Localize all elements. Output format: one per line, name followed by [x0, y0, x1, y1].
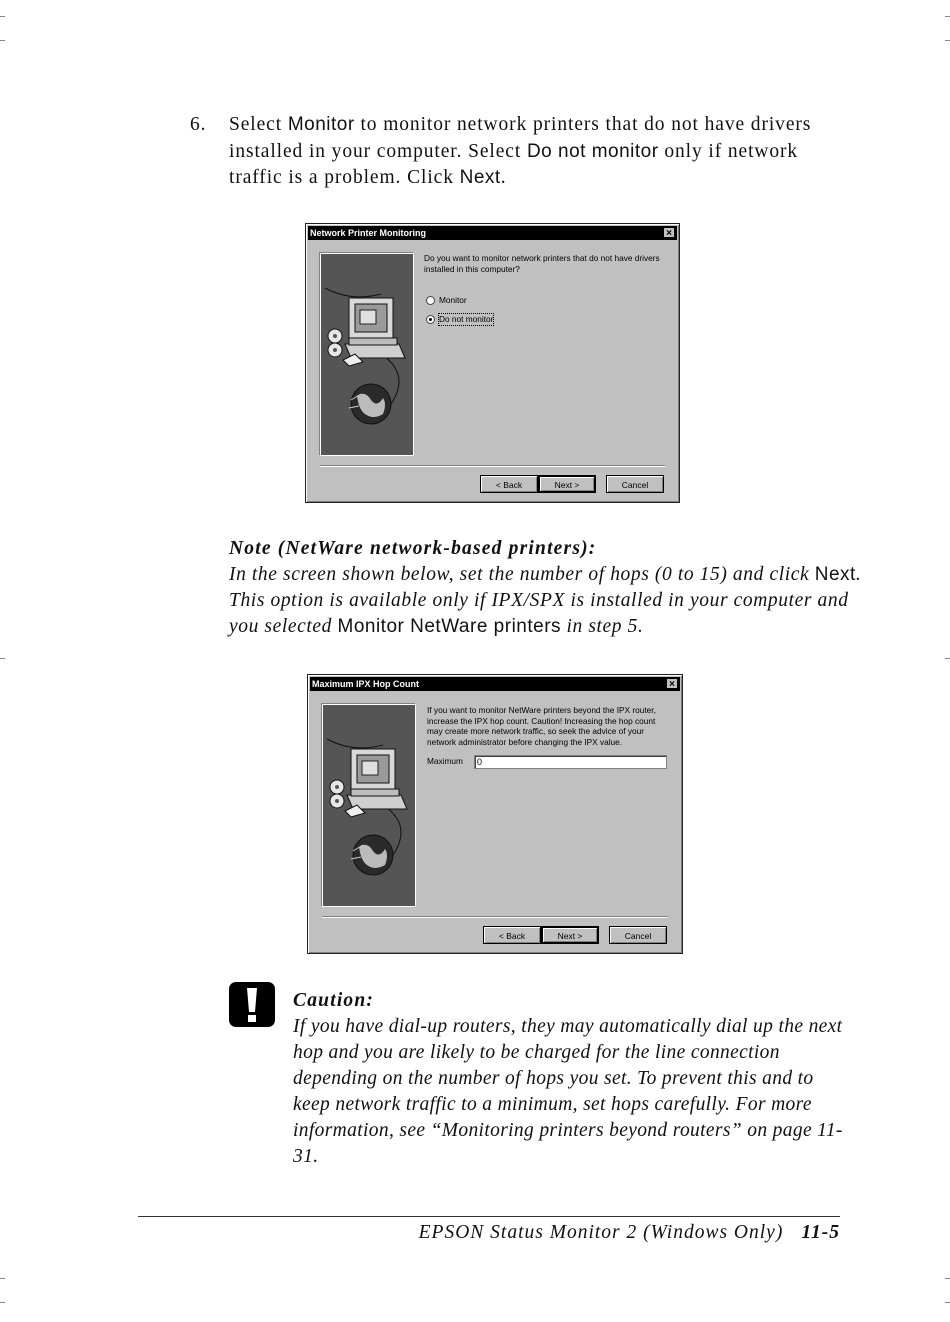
step-text-4: .	[500, 167, 507, 188]
note-text	[229, 562, 869, 640]
note-text-3: in step 5.	[561, 616, 644, 637]
dialog-title: Maximum IPX Hop Count	[312, 679, 420, 689]
wizard-illustration	[322, 704, 416, 907]
network-printer-monitoring-dialog	[305, 223, 680, 503]
step-number: 6.	[190, 114, 207, 135]
dialog-separator	[322, 916, 668, 918]
monitor-radio-label[interactable]: Monitor	[439, 295, 467, 305]
crop-mark	[945, 16, 950, 17]
step-paragraph	[190, 112, 850, 192]
crop-mark	[945, 40, 950, 41]
maximum-label: Maximum	[427, 756, 463, 766]
ui-term-next: Next	[459, 167, 501, 188]
next-button[interactable]: Next >	[541, 926, 599, 944]
dialog-title: Network Printer Monitoring	[310, 228, 427, 238]
cancel-button[interactable]: Cancel	[609, 926, 667, 944]
dialog-message: If you want to monitor NetWare printers beyond the IPX router, increase the IPX hop count. Caution! Increasing the hop count may create more network traffic, so seek the advice of your network administrator before changing the IPX value.	[427, 705, 656, 747]
maximum-ipx-hop-count-dialog	[307, 674, 683, 954]
computer-globe-icon	[323, 705, 415, 906]
step-text	[229, 112, 850, 192]
note-block	[229, 536, 869, 640]
crop-mark	[945, 658, 950, 659]
crop-mark	[0, 1302, 5, 1303]
step-text-2: to monitor network printers that do not have drivers installed in your computer. Select	[229, 114, 812, 162]
step-text-1: Select	[229, 114, 288, 135]
ui-term-monitor-netware-printers: Monitor NetWare printers	[337, 616, 562, 637]
caution-block	[293, 988, 853, 1170]
do-not-monitor-radio-label[interactable]: Do not monitor	[439, 314, 494, 324]
back-button[interactable]: < Back	[483, 926, 541, 944]
dialog-separator	[320, 465, 665, 467]
cancel-button[interactable]: Cancel	[606, 475, 664, 493]
ui-term-monitor: Monitor	[287, 114, 355, 135]
footer-title: EPSON Status Monitor 2 (Windows Only)	[418, 1222, 784, 1243]
note-text-2: . This option is available only if IPX/SPX is installed in your computer and you selected	[229, 564, 862, 637]
caution-text: If you have dial-up routers, they may automatically dial up the next hop and you are likely to be charged for the line connection depending on the number of hops you set. To prevent this and to keep network traffic to a minimum, set hops carefully. For more information, see “Monitoring printers beyond routers” on page 11-31.	[293, 1016, 843, 1167]
page-footer	[380, 1222, 840, 1244]
next-button[interactable]: Next >	[538, 475, 596, 493]
page-number: 11-5	[801, 1222, 840, 1243]
dialog-titlebar	[310, 677, 680, 691]
caution-heading: Caution:	[293, 990, 375, 1011]
ui-term-next: Next	[814, 564, 856, 585]
back-button[interactable]: < Back	[480, 475, 538, 493]
footer-rule	[138, 1216, 840, 1217]
dialog-question: Do you want to monitor network printers that do not have drivers installed in this computer?	[424, 253, 660, 274]
crop-mark	[945, 1278, 950, 1279]
wizard-illustration	[320, 253, 414, 456]
maximum-hop-input[interactable]: 0	[474, 755, 667, 769]
close-icon[interactable]: ×	[666, 678, 678, 689]
caution-icon	[229, 982, 275, 1027]
note-text-1: In the screen shown below, set the number of hops (0 to 15) and click	[229, 564, 815, 585]
crop-mark	[0, 658, 5, 659]
note-heading: Note (NetWare network-based printers):	[229, 538, 597, 559]
crop-mark	[945, 1302, 950, 1303]
monitor-radio[interactable]	[426, 296, 435, 305]
crop-mark	[0, 1278, 5, 1279]
crop-mark	[0, 16, 5, 17]
step-text-3: only if network traffic is a problem. Click	[229, 140, 799, 188]
dialog-titlebar	[308, 226, 677, 240]
computer-globe-icon	[321, 254, 413, 455]
ui-term-do-not-monitor: Do not monitor	[526, 140, 659, 162]
close-icon[interactable]: ×	[663, 227, 675, 238]
do-not-monitor-radio[interactable]	[426, 315, 435, 324]
crop-mark	[0, 40, 5, 41]
